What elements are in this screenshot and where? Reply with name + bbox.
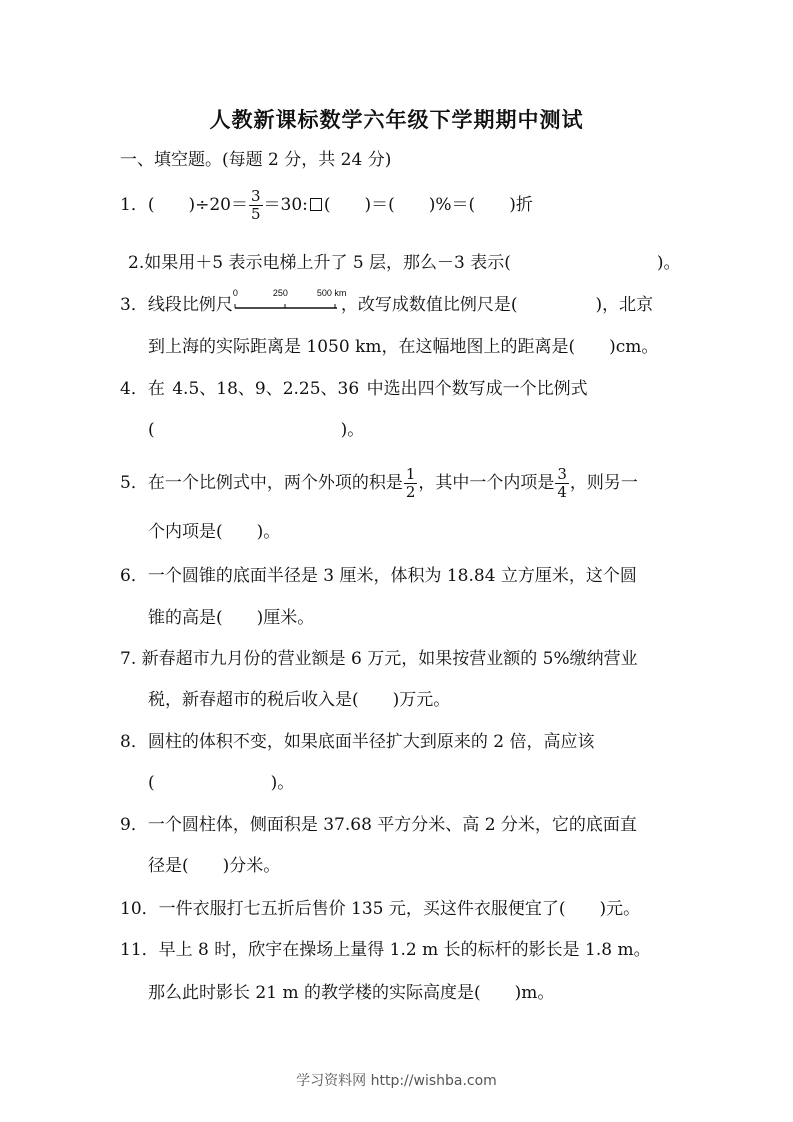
question-3: [120, 288, 654, 317]
page-title: 人教新课标数学六年级下学期期中测试: [209, 107, 584, 132]
q1-part-c: ( )＝( )%＝( )折: [323, 195, 533, 215]
q3-part-b: ，改写成数值比例尺是(: [340, 295, 518, 315]
scale-label-500: 500 km: [316, 288, 347, 298]
q5-denominator-2: 4: [557, 483, 567, 501]
q1-fraction: [249, 188, 263, 223]
q1-denominator: 5: [250, 205, 261, 223]
question-9: 9．一个圆柱体，侧面积是 37.68 平方分米、高 2 分米，它的底面直: [120, 815, 637, 835]
question-10: 10．一件衣服打七五折后售价 135 元，买这件衣服便宜了( )元。: [120, 899, 641, 919]
q5-part-b: ，其中一个内项是: [418, 473, 555, 493]
q1-part-b: ＝30:: [263, 195, 308, 215]
q5-part-c: ，则另一: [569, 473, 638, 493]
q4-open: (: [148, 420, 155, 440]
section-heading: 一、填空题。(每题 2 分，共 24 分): [120, 150, 392, 170]
question-5: [120, 466, 638, 501]
question-8-line-2: [148, 771, 294, 795]
q1-numerator: 3: [250, 187, 261, 205]
question-7-line-2: 税，新春超市的税后收入是( )万元。: [148, 690, 451, 710]
q8-open: (: [148, 773, 155, 793]
question-4-line-2: [148, 418, 364, 442]
q5-numerator-1: 1: [405, 465, 416, 483]
q5-denominator-1: 2: [405, 483, 416, 501]
question-8: 8．圆柱的体积不变，如果底面半径扩大到原来的 2 倍，高应该: [120, 732, 595, 752]
question-11: 11．早上 8 时，欣宇在操场上量得 1.2 m 长的标杆的影长是 1.8 m。: [120, 940, 651, 960]
q5-fraction-2: [555, 466, 569, 501]
question-4: 4．在 4.5、18、9、2.25、36 中选出四个数写成一个比例式: [120, 379, 588, 399]
q2-end: )。: [656, 253, 681, 273]
scale-label-0: 0: [232, 288, 238, 298]
question-5-line-2: 个内项是( )。: [148, 522, 281, 542]
question-11-line-2: 那么此时影长 21 m 的教学楼的实际高度是( )m。: [148, 983, 555, 1003]
q2-text: 2.如果用＋5 表示电梯上升了 5 层，那么－3 表示(: [128, 253, 511, 273]
question-3-line-2: 到上海的实际距离是 1050 km，在这幅地图上的距离是( )cm。: [148, 337, 659, 357]
q5-part-a: 5．在一个比例式中，两个外项的积是: [120, 473, 403, 493]
q5-numerator-2: 3: [557, 465, 567, 483]
footer-watermark: 学习资料网 http://wishba.com: [296, 1073, 497, 1089]
q1-part-a: 1．( )÷20＝: [120, 195, 248, 215]
question-6-line-2: 锥的高是( )厘米。: [148, 608, 315, 628]
line-scale-ruler: [232, 288, 347, 312]
scale-label-250: 250: [272, 288, 288, 298]
q8-close: )。: [270, 773, 295, 793]
question-1: [120, 188, 533, 223]
question-9-line-2: 径是( )分米。: [148, 856, 281, 876]
question-6: 6．一个圆锥的底面半径是 3 厘米，体积为 18.84 立方厘米，这个圆: [120, 566, 637, 586]
q5-fraction-1: [404, 466, 418, 501]
question-2: [128, 251, 681, 275]
q3-part-a: 3．线段比例尺: [120, 295, 233, 315]
blank-square-icon: [310, 198, 322, 211]
q3-part-c: )，北京: [595, 295, 654, 315]
question-7: 7. 新春超市九月份的营业额是 6 万元，如果按营业额的 5%缴纳营业: [120, 649, 638, 669]
q4-close: )。: [340, 420, 365, 440]
